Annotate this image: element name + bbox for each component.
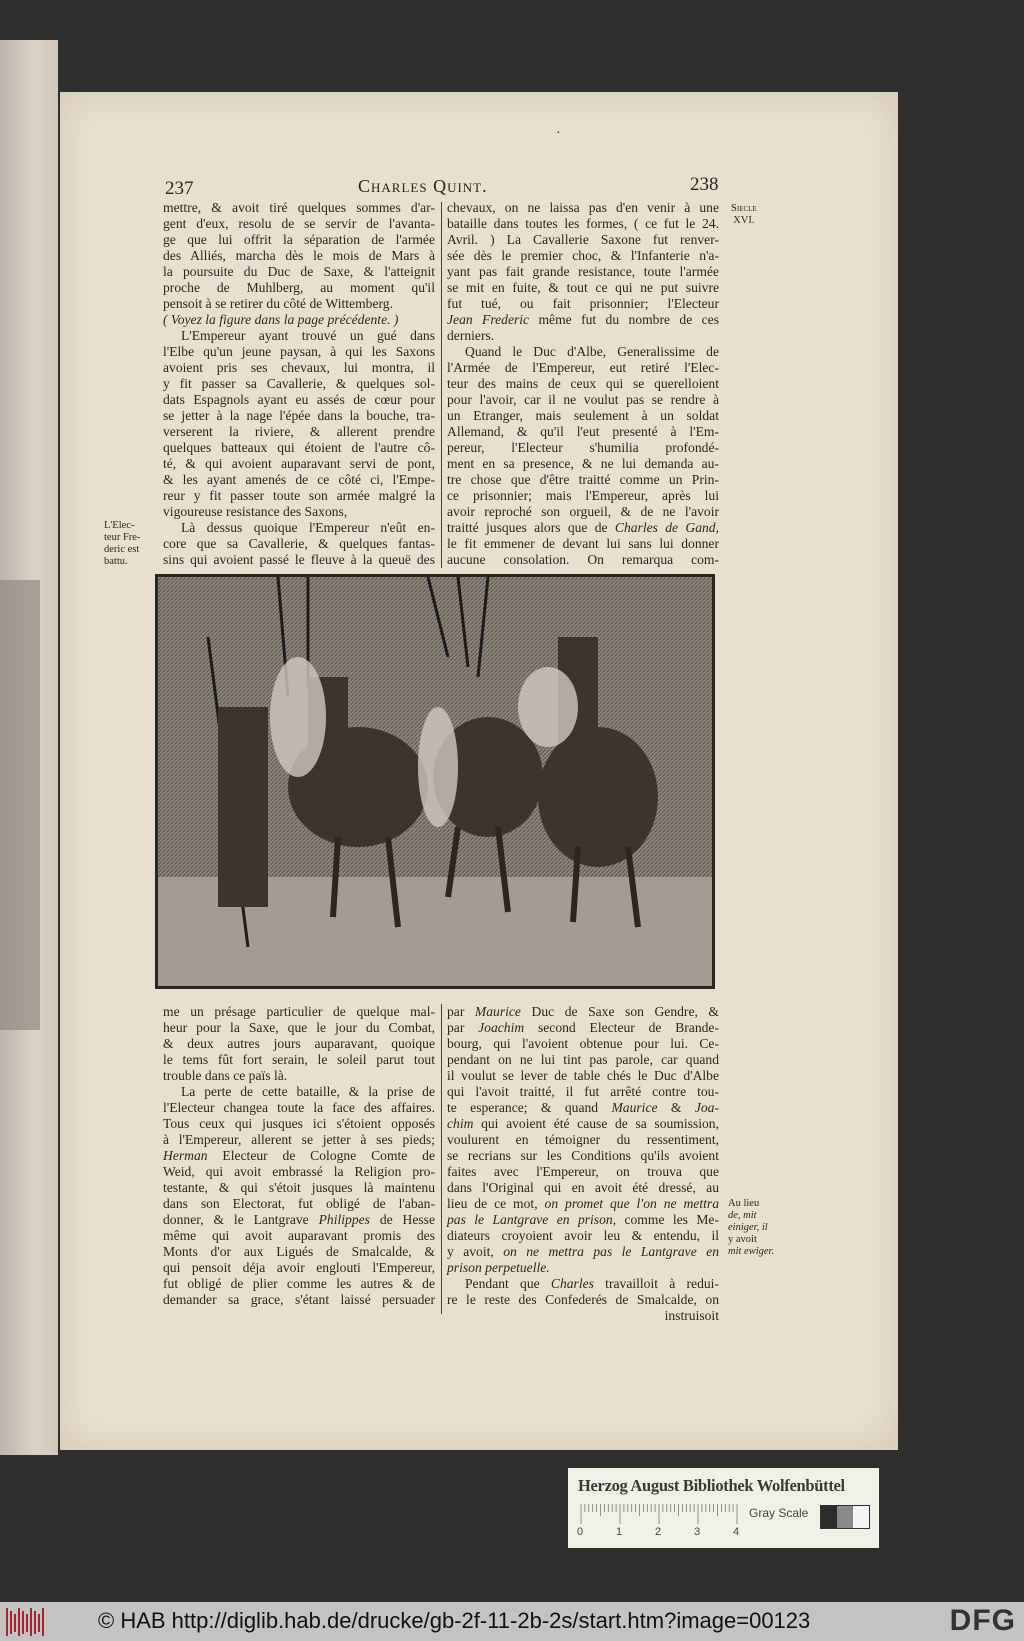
note-line: XVI. <box>733 215 755 226</box>
text-segment: quelques batteaux qui étoient de l'autre cô- <box>163 440 435 455</box>
italic-text: Philippes <box>318 1212 370 1227</box>
text-segment: mettre, & avoit tiré quelques sommes d'ar- <box>163 200 435 215</box>
text-line <box>447 408 719 424</box>
note-line: L'Elec- <box>104 520 135 531</box>
text-segment: La perte de cette bataille, & la prise de <box>181 1084 435 1099</box>
text-line <box>447 520 719 536</box>
gray-scale-label: Gray Scale <box>749 1506 809 1520</box>
text-line <box>447 280 719 296</box>
text-segment: diateurs croyoient avoir leu & entendu, il <box>447 1228 719 1243</box>
text-segment: Duc de Saxe son Gendre, & <box>520 1004 719 1019</box>
text-line <box>447 200 719 216</box>
text-line <box>163 1196 435 1212</box>
previous-page-engraving <box>0 580 40 1030</box>
hab-logo-bar <box>14 1614 16 1632</box>
text-line <box>163 312 435 328</box>
italic-text: prison perpetuelle. <box>447 1260 550 1275</box>
library-scale-label <box>568 1468 879 1548</box>
text-segment: l'Electeur changea toute la face des affaires. <box>163 1100 435 1115</box>
text-segment: te esperance; & quand <box>447 1100 612 1115</box>
text-segment: se jetter à la nage l'épée dans la bouche, tra- <box>163 408 435 423</box>
text-line <box>163 264 435 280</box>
text-segment: même fut du nombre de ces <box>529 312 719 327</box>
text-line <box>163 1116 435 1132</box>
text-line <box>447 232 719 248</box>
text-line <box>163 280 435 296</box>
text-line <box>163 216 435 232</box>
text-segment: fut obligé de plier comme les autres & de <box>163 1276 435 1291</box>
hab-logo-bar <box>26 1614 28 1632</box>
text-segment: bourg, qui l'avoient obtenue pour lui. Ce- <box>447 1036 719 1051</box>
text-line <box>447 344 719 360</box>
text-segment: second Electeur de Brande- <box>524 1020 719 1035</box>
text-segment: y fit passer sa Cavallerie, & quelques sol- <box>163 376 435 391</box>
ruler-number: 0 <box>577 1526 584 1538</box>
text-line <box>447 312 719 328</box>
text-line <box>447 1100 719 1116</box>
gray-swatch <box>837 1506 853 1528</box>
hab-logo-bar <box>38 1614 40 1632</box>
text-line <box>447 1260 719 1276</box>
note-line: einiger, il <box>728 1222 768 1233</box>
text-segment: y avoit, <box>447 1244 504 1259</box>
hab-logo-bar <box>6 1608 8 1636</box>
text-segment: Quand le Duc d'Albe, Generalissime de <box>465 344 719 359</box>
ruler-number: 3 <box>694 1526 701 1538</box>
text-segment: gent d'eux, resolu de se servir de l'avanta- <box>163 216 435 231</box>
text-segment: dans son Electorat, fut obligé de l'aban- <box>163 1196 435 1211</box>
text-segment: demander sa grace, s'étant laissé persuader <box>163 1292 435 1307</box>
text-segment: reur y fit passer toute son armée malgré la <box>163 488 435 503</box>
text-line <box>163 488 435 504</box>
text-line <box>163 1276 435 1292</box>
text-segment: il voulut se lever de table chés le Duc d'Albe <box>447 1068 719 1083</box>
text-segment: ge que lui offrit la séparation de l'armée <box>163 232 435 247</box>
text-segment: me un présage particulier de quelque mal- <box>163 1004 435 1019</box>
text-segment: heur pour la Saxe, que le jour du Combat, <box>163 1020 435 1035</box>
text-segment: bataille dans toutes les formes, ( ce fut le 24. <box>447 216 719 231</box>
text-segment: sins qui avoient passé le fleuve à la queuë des <box>163 552 435 567</box>
text-segment: fut tué, ou fait prisonnier; l'Electeur <box>447 296 719 311</box>
text-line <box>447 536 719 552</box>
text-line <box>163 248 435 264</box>
text-segment: avoient pris ses chevaux, lui montra, il <box>163 360 435 375</box>
text-segment: aucune consolation. On remarqua com- <box>447 552 719 567</box>
text-segment: té, & qui avoient auparavant servi de pont, <box>163 456 435 471</box>
note-line: y avoit <box>728 1234 757 1245</box>
text-line <box>447 1116 719 1132</box>
text-line <box>447 1276 719 1292</box>
text-line <box>163 360 435 376</box>
running-title: Charles Quint. <box>358 176 488 196</box>
ruler <box>580 1504 740 1526</box>
text-segment: avoir reproché son orgueil, & de ne l'avoir <box>447 504 719 519</box>
text-segment: le fit emmener de devant lui sans lui donner <box>447 536 719 551</box>
gray-swatch <box>821 1506 837 1528</box>
italic-text: Charles de Gand <box>614 520 716 535</box>
text-line <box>163 1260 435 1276</box>
note-line: battu. <box>104 556 128 567</box>
text-line <box>163 1132 435 1148</box>
text-segment: Electeur de Cologne Comte de <box>207 1148 435 1163</box>
column-bottom-left <box>163 1004 435 1308</box>
footer-copyright-url[interactable]: © HAB http://diglib.hab.de/drucke/gb-2f-11-2b-2s/start.htm?image=00123 <box>98 1608 811 1633</box>
engraving-drawing <box>158 577 712 986</box>
italic-text: ( Voyez la figure dans la page précédente. ) <box>163 312 399 327</box>
text-line <box>163 520 435 536</box>
text-segment: pour l'avoir, car il ne voulut pas se rendre à <box>447 392 719 407</box>
text-segment: des Alliés, marcha dès le mois de Mars à <box>163 248 435 263</box>
text-segment: par <box>447 1020 479 1035</box>
previous-page-edge <box>0 40 58 1455</box>
text-line <box>163 536 435 552</box>
italic-text: Jean Frederic <box>447 312 530 327</box>
hab-logo-bar <box>34 1611 36 1634</box>
column-top-right <box>447 200 719 568</box>
text-line <box>447 552 719 568</box>
text-line <box>447 1308 719 1324</box>
text-segment: & <box>657 1100 695 1115</box>
text-segment: L'Empereur ayant trouvé un gué dans <box>181 328 435 343</box>
text-line <box>447 1004 719 1020</box>
margin-note-siecle <box>731 203 757 227</box>
italic-text: Maurice <box>474 1004 521 1019</box>
text-segment: par <box>447 1004 475 1019</box>
hab-logo-bar <box>22 1611 24 1634</box>
column-bottom-right <box>447 1004 719 1324</box>
text-segment: instruisoit <box>664 1308 719 1323</box>
text-segment: vigoureuse resistance des Saxons, <box>163 504 348 519</box>
gray-scale-swatches <box>820 1505 870 1529</box>
italic-text: Joa- <box>694 1100 719 1115</box>
text-segment: re le reste des Confederés de Smalcalde, on <box>447 1292 719 1307</box>
text-segment: qui pensoit déja avoir englouti l'Empereur, <box>163 1260 435 1275</box>
text-line <box>447 488 719 504</box>
text-line <box>447 1052 719 1068</box>
ruler-number: 2 <box>655 1526 662 1538</box>
text-line <box>447 1036 719 1052</box>
text-line <box>447 1020 719 1036</box>
text-segment: l'Elbe qu'un jeune paysan, à qui les Saxons <box>163 344 435 359</box>
hab-logo-icon <box>6 1608 46 1636</box>
text-line <box>447 424 719 440</box>
text-segment: se mit en fuite, & tout ce qui ne put suivre <box>447 280 719 295</box>
text-segment: testante, & qui s'étoit jusques là maintenu <box>163 1180 435 1195</box>
text-segment: qui l'avoit traitté, il fut arrêté contre tou- <box>447 1084 719 1099</box>
text-line <box>447 1228 719 1244</box>
header-dot: · <box>556 126 561 141</box>
text-line <box>163 1100 435 1116</box>
text-line <box>163 552 435 568</box>
text-segment: faites avec l'Empereur, on trouva que <box>447 1164 719 1179</box>
engraving-illustration <box>155 574 715 989</box>
italic-text: Maurice <box>611 1100 658 1115</box>
text-segment: Pendant que <box>465 1276 551 1291</box>
text-line <box>163 456 435 472</box>
column-divider <box>441 202 442 568</box>
text-segment: le tems fût fort serain, le soleil parut tout <box>163 1052 435 1067</box>
text-segment: la poursuite du Duc de Saxe, & l'atteignit <box>163 264 435 279</box>
note-line: mit ewiger. <box>728 1246 775 1257</box>
margin-note-battu <box>104 520 140 568</box>
right-page-number: 238 <box>690 174 719 195</box>
note-line: de, mit <box>728 1210 757 1221</box>
text-line <box>447 1132 719 1148</box>
text-line <box>447 1292 719 1308</box>
text-line <box>163 440 435 456</box>
text-segment: traitté jusques alors que de <box>447 520 615 535</box>
text-line <box>163 1084 435 1100</box>
text-segment: à l'Empereur, allerent se jetter à ses pieds; <box>163 1132 435 1147</box>
text-segment: trouble dans ce païs là. <box>163 1068 288 1083</box>
column-divider <box>441 1004 442 1314</box>
hab-logo-bar <box>18 1608 20 1636</box>
text-line <box>447 264 719 280</box>
text-line <box>447 440 719 456</box>
text-segment: l'Armée de l'Empereur, eut retiré l'Elec- <box>447 360 719 375</box>
text-line <box>163 1020 435 1036</box>
text-line <box>163 296 435 312</box>
text-segment: proche de Muhlberg, au moment qu'il <box>163 280 435 295</box>
text-line <box>447 248 719 264</box>
text-segment: dats Espagnols ayant eu assés de cœur pour <box>163 392 435 407</box>
left-page-number: 237 <box>165 178 194 199</box>
text-segment: pereur, l'Electeur s'humilia profondé- <box>447 440 719 455</box>
text-line <box>447 376 719 392</box>
italic-text: chim <box>447 1116 474 1131</box>
text-segment: Tous ceux qui jusques ici s'étoient opposés <box>163 1116 435 1131</box>
dfg-logo: DFG <box>949 1604 1016 1637</box>
text-line <box>163 392 435 408</box>
text-line <box>447 1212 719 1228</box>
text-line <box>163 376 435 392</box>
note-line: teur Fre- <box>104 532 141 543</box>
text-line <box>163 1292 435 1308</box>
text-segment: dans l'Original qui en avoit été dressé, au <box>447 1180 719 1195</box>
text-line <box>163 1212 435 1228</box>
text-segment: un Etranger, mais seulement à un soldat <box>447 408 719 423</box>
text-line <box>163 328 435 344</box>
text-segment: , comme les Me- <box>612 1212 719 1227</box>
text-segment: core que sa Cavallerie, & quelques fantas- <box>163 536 435 551</box>
text-line <box>447 1084 719 1100</box>
text-segment: donner, & le Lantgrave <box>163 1212 319 1227</box>
margin-note-au-lieu <box>728 1198 774 1258</box>
text-line <box>163 1228 435 1244</box>
gray-swatch <box>853 1506 869 1528</box>
hab-logo-bar <box>42 1608 44 1636</box>
italic-text: Joachim <box>478 1020 525 1035</box>
text-segment: voulurent en témoigner du ressentiment, <box>447 1132 719 1147</box>
text-line <box>447 328 719 344</box>
text-segment: se recrians sur les Conditions qu'ils avoient <box>447 1148 719 1163</box>
text-line <box>163 1004 435 1020</box>
text-line <box>163 408 435 424</box>
text-line <box>163 1068 435 1084</box>
text-segment: , <box>715 520 719 535</box>
text-segment: Weid, qui avoit embrassé la Religion pro- <box>163 1164 435 1179</box>
text-line <box>447 456 719 472</box>
italic-text: pas le Lantgrave en prison <box>447 1212 613 1227</box>
text-line <box>163 1052 435 1068</box>
text-line <box>163 1164 435 1180</box>
text-line <box>447 216 719 232</box>
text-line <box>447 1068 719 1084</box>
text-segment: ce prisonnier; mais l'Empereur, après lui <box>447 488 719 503</box>
text-line <box>447 1180 719 1196</box>
text-segment: qui avoient été cause de sa soumission, <box>473 1116 719 1131</box>
text-segment: verserent la riviere, & allerent prendre <box>163 424 435 439</box>
text-segment: Avril. ) La Cavallerie Saxone fut renver- <box>447 232 719 247</box>
text-line <box>447 392 719 408</box>
italic-text: Charles <box>550 1276 594 1291</box>
italic-text: on promet que l'on ne mettra <box>544 1196 719 1211</box>
text-segment: lieu de ce mot, <box>447 1196 545 1211</box>
text-line <box>447 504 719 520</box>
text-segment: ment en sa presence, & ne lui demanda au- <box>447 456 719 471</box>
text-line <box>163 1036 435 1052</box>
hab-logo-bar <box>10 1611 12 1634</box>
text-segment: de Hesse <box>369 1212 435 1227</box>
library-name: Herzog August Bibliothek Wolfenbüttel <box>578 1476 845 1495</box>
text-line <box>163 200 435 216</box>
text-line <box>163 1180 435 1196</box>
hab-logo-bar <box>30 1608 32 1636</box>
text-segment: tre chose que d'être traitté comme un Prin- <box>447 472 719 487</box>
text-line <box>163 504 435 520</box>
text-line <box>447 472 719 488</box>
text-segment: pensoit à se retirer du côté de Wittemberg. <box>163 296 393 311</box>
text-segment: travailloit à redui- <box>593 1276 719 1291</box>
ruler-number: 1 <box>616 1526 623 1538</box>
text-line <box>447 1148 719 1164</box>
text-segment: Monts d'or aux Ligués de Smalcalde, & <box>163 1244 435 1259</box>
note-line: deric est <box>104 544 140 555</box>
text-segment: yant pas fait grande resistance, toute l'armée <box>447 264 719 279</box>
text-segment: & les ayant amenés de ce côté ci, l'Empe- <box>163 472 435 487</box>
column-top-left <box>163 200 435 568</box>
footer-bar <box>0 1602 1024 1641</box>
text-segment: Allemand, & qu'il l'eut presenté à l'Em- <box>447 424 719 439</box>
text-line <box>447 1244 719 1260</box>
text-line <box>447 1164 719 1180</box>
italic-text: on ne mettra pas le Lantgrave en <box>503 1244 719 1259</box>
note-line: Au lieu <box>728 1198 760 1209</box>
text-line <box>447 360 719 376</box>
italic-text: Herman <box>163 1148 208 1163</box>
text-segment: pendant on ne lui tint pas parole, car quand <box>447 1052 719 1067</box>
text-segment: sée dès le premier choc, & l'Infanterie n'a- <box>447 248 719 263</box>
text-line <box>163 344 435 360</box>
text-line <box>163 1148 435 1164</box>
text-line <box>163 1244 435 1260</box>
text-line <box>163 232 435 248</box>
text-line <box>447 1196 719 1212</box>
text-segment: Là dessus quoique l'Empereur n'eût en- <box>181 520 435 535</box>
text-segment: chevaux, on ne laissa pas d'en venir à une <box>447 200 719 215</box>
text-segment: teur des mains de ceux qui se querelloient <box>447 376 719 391</box>
text-segment: & deux autres jours auparavant, quoique <box>163 1036 435 1051</box>
text-segment: derniers. <box>447 328 495 343</box>
note-line: Siecle <box>731 203 757 214</box>
text-line <box>163 424 435 440</box>
ruler-number: 4 <box>733 1526 740 1538</box>
text-line <box>163 472 435 488</box>
text-segment: même qui avoit auparavant promis des <box>163 1228 435 1243</box>
text-line <box>447 296 719 312</box>
